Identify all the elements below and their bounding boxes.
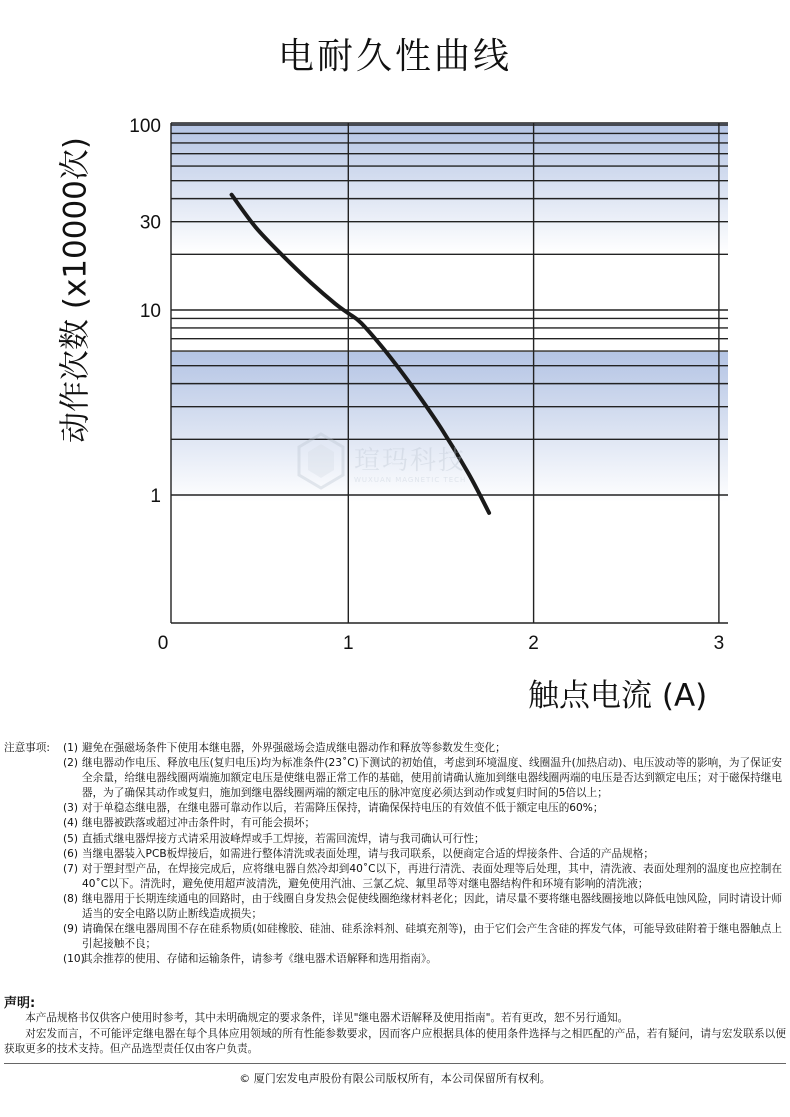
chart-title: 电耐久性曲线 [277,36,512,77]
note-number: (1) [63,742,79,754]
x-tick-label: 3 [713,633,725,654]
note-number: (3) [63,802,79,815]
note-item [4,756,786,801]
declaration-section [4,1011,786,1058]
note-text: 请确保在继电器周围不存在硅系物质(如硅橡胶、硅油、硅系涂料剂、硅填充剂等)，由于它们会产生含硅的挥发气体，可能导致硅附着于继电器触点上引起接触不良； [82,923,782,951]
note-number: (10) [63,953,85,966]
y-tick-label: 100 [129,116,161,137]
note-text: 继电器被跌落或超过冲击条件时，有可能会损坏； [82,817,316,830]
note-number: (9) [63,923,79,936]
note-item [4,847,786,862]
note-number: (2) [63,757,79,770]
notes-prefix-spacer [4,952,63,967]
declaration-paragraph: 对宏发而言，不可能评定继电器在每个具体应用领域的所有性能参数要求，因而客户应根据具体的使用条件选择与之相匹配的产品，若有疑问，请与宏发联系以便获取更多的技术支持。但产品选型责任仅由客户负责。 [4,1027,786,1056]
notes-prefix-spacer [4,847,63,862]
note-item [4,816,786,831]
note-number: (6) [63,847,79,860]
notes-prefix-spacer [4,832,63,847]
x-tick-label: 2 [528,633,539,654]
y-axis-label: 动作次数 (x10000次) [57,136,94,444]
note-text: 避免在强磁场条件下使用本继电器，外界强磁场会造成继电器动作和释放等参数发生变化； [82,742,506,754]
watermark [296,432,506,492]
note-text: 对于单稳态继电器，在继电器可靠动作以后，若需降压保持，请确保保持电压的有效值不低于额定电压的60%； [82,802,604,815]
notes-prefix-spacer [4,892,63,922]
watermark-text: 瑄玛科技 [354,446,467,476]
copyright: © 厦门宏发电声股份有限公司版权所有，本公司保留所有权利。 [239,1072,551,1085]
notes-prefix-spacer [4,922,63,952]
x-tick-label: 1 [343,633,354,654]
y-tick-label: 1 [150,486,161,507]
note-number: (4) [63,817,79,830]
notes-prefix-spacer [4,862,63,892]
note-text: 对于塑封型产品，在焊接完成后，应将继电器自然冷却到40˚C以下，再进行清洗、表面处理等后处理，其中，清洗液、表面处理剂的温度也应控制在40˚C以下。清洗时，避免使用超声波清洗，避免使用汽油、三氯乙烷、氟里昂等对继电器结构件和环境有影响的清洗液； [82,862,782,890]
x-axis-label: 触点电流 (A) [528,678,708,714]
note-item [4,922,786,952]
note-item [4,892,786,922]
note-text: 继电器动作电压、释放电压(复归电压)均为标准条件(23˚C)下测试的初始值，考虑到环境温度、线圈温升(加热启动)、电压波动等的影响，为了保证安全余量，给继电器线圈两端施加额定电压是使继电器正常工作的基础，使用前请确认施加到继电器线圈两端的电压是否达到额定电压；对于磁保持继电器，为了确保其动作或复归，施加到继电器线圈两端的额定电压的脉冲宽度必须达到动作或复归时间的5倍以上； [82,757,782,800]
x-tick-label: 0 [157,633,169,654]
y-tick-label: 30 [139,212,161,234]
footer-divider [4,1063,786,1064]
watermark-logo-icon [296,432,346,490]
note-text: 直插式继电器焊接方式请采用波峰焊或手工焊接，若需回流焊，请与我司确认可行性； [82,832,485,845]
declaration-paragraph: 本产品规格书仅供客户使用时参考，其中未明确规定的要求条件，详见"继电器术语解释及使用指南"。若有更改，恕不另行通知。 [25,1012,629,1024]
notes-prefix: 注意事项: [4,742,50,754]
watermark-subtext: WUXUAN MAGNETIC TECH [354,476,467,484]
notes-prefix-spacer [4,801,63,816]
note-item [4,832,786,847]
note-number: (8) [63,892,79,905]
notes-prefix-spacer [4,756,63,801]
y-tick-label: 10 [139,301,161,322]
note-number: (5) [63,832,79,845]
note-text: 其余推荐的使用、存储和运输条件，请参考《继电器术语解释和选用指南》。 [82,953,437,966]
notes-prefix-spacer [4,816,63,831]
note-text: 继电器用于长期连续通电的回路时，由于线圈自身发热会促使线圈绝缘材料老化；因此，请尽量不要将继电器线圈接地以降低电蚀风险，同时请设计师适当的安全电路以防止断线造成损失； [82,892,782,921]
note-item [4,741,786,756]
note-item [4,952,786,967]
declaration-title: 声明: [4,996,36,1011]
notes-section [4,741,786,967]
note-item [4,862,786,892]
note-item [4,801,786,816]
note-number: (7) [63,862,79,875]
note-text: 当继电器装入PCB板焊接后，如需进行整体清洗或表面处理，请与我司联系，以便商定合适的焊接条件、合适的产品规格； [82,847,654,860]
